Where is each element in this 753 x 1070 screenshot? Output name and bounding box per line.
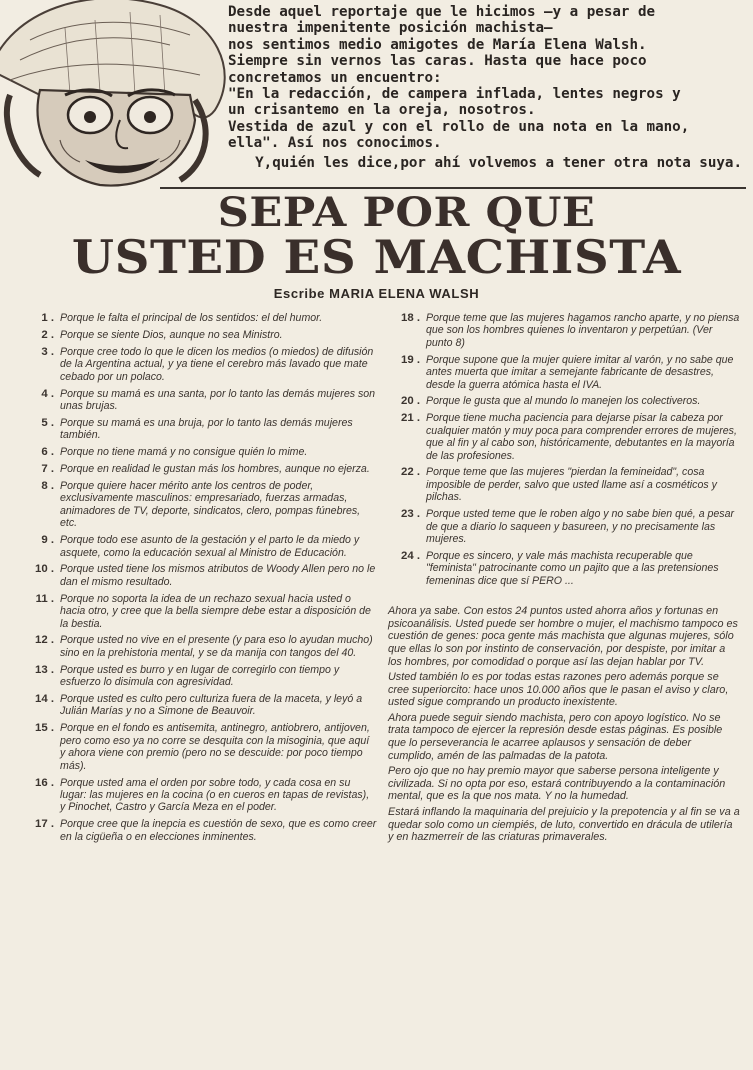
item-text: Porque usted es culto pero culturiza fuera de la maceta, y leyó a Julián Marías y no a Simone de Beauvoir. xyxy=(60,693,363,718)
item-text: Porque usted no vive en el presente (y para eso lo ayudan mucho) sino en la prehistoria mental, y se da manija con tangos del 40. xyxy=(60,634,373,659)
list-item xyxy=(22,346,377,383)
intro-line: un crisantemo en la oreja, nosotros. xyxy=(228,102,536,119)
item-number: 17 . xyxy=(35,818,54,831)
item-text: Porque se siente Dios, aunque no sea Ministro. xyxy=(60,328,283,341)
right-column xyxy=(388,312,740,847)
list-item xyxy=(388,312,740,349)
intro-line: concretamos un encuentro: xyxy=(228,69,442,86)
list-item xyxy=(388,354,740,391)
list-item xyxy=(22,329,377,341)
item-text: Porque todo ese asunto de la gestación y el parto le da miedo y asquete, como la educación sexual al Ministro de Educación. xyxy=(60,534,360,559)
item-number: 20 . xyxy=(401,395,420,408)
intro-text xyxy=(228,4,748,171)
list-item xyxy=(388,508,740,545)
item-text: Porque usted teme que le roben algo y no sabe bien qué, a pesar de que a diario lo saqueen y basureen, y no precisamente las mujeres. xyxy=(426,508,735,545)
list-item xyxy=(22,777,377,814)
item-number: 23 . xyxy=(401,508,420,521)
closing-paragraph: Usted también lo es por todas estas razones pero además porque se cree superiorcito: hace unos 10.000 años que le pasan el aviso y claro, usted sigue comprando un producto inexistente. xyxy=(388,671,729,709)
list-item xyxy=(22,463,377,475)
item-text: Porque teme que las mujeres hagamos rancho aparte, y no piensa que son los hombres quienes lo inventaron y perpetúan. (Ver punto 8) xyxy=(426,312,740,349)
item-number: 1 . xyxy=(41,312,54,324)
item-text: Porque en el fondo es antisemita, antinegro, antiobrero, antijoven, pero como eso ya no corre se desquita con la misoginia, que aquí y ahora viene con premio (pero no se descuide: por poco tiempo más). xyxy=(60,722,370,772)
list-item xyxy=(388,412,740,462)
item-number: 15 . xyxy=(35,722,54,735)
list-item xyxy=(388,466,740,503)
closing-paragraph: Estará inflando la maquinaria del prejuicio y la prepotencia y al fin se va a quedar solo como un ciempiés, de luto, convertido en drácula de utilería y en hazmerreír de las criaturas primaverales. xyxy=(388,806,740,844)
item-text: Porque le gusta que al mundo lo manejen los colectiveros. xyxy=(426,395,701,408)
list-item xyxy=(388,550,740,587)
item-number: 16 . xyxy=(35,776,54,789)
intro-line: Siempre sin vernos las caras. Hasta que hace poco xyxy=(228,53,647,70)
list-item xyxy=(22,417,377,442)
item-text: Porque usted es burro y en lugar de corregirlo con tiempo y esfuerzo lo disimula con agresividad. xyxy=(60,663,340,689)
intro-line: Desde aquel reportaje que le hicimos —y a pesar de xyxy=(228,4,656,20)
item-text: Porque cree que la inepcia es cuestión de sexo, que es como creer en la cigüeña o en elecciones inminentes. xyxy=(60,818,377,843)
closing-paragraph: Ahora puede seguir siendo machista, pero con apoyo logístico. No se trata tampoco de ejercer la represión desde estas páginas. Es posible que lo perseverancia le acarree aplausos y sensación de deber cumplido, amén de las palmadas de la patota. xyxy=(388,711,723,762)
list-item xyxy=(22,563,377,588)
item-number: 22 . xyxy=(401,466,420,479)
closing-paragraph: Pero ojo que no hay premio mayor que saberse persona inteligente y civilizada. Si no opta por eso, estará contribuyendo a la contaminación mental, que es la que nos mata. Y no la humedad. xyxy=(388,765,726,803)
item-number: 2 . xyxy=(41,328,54,341)
item-number: 12 . xyxy=(35,634,54,647)
item-number: 3 . xyxy=(41,345,54,358)
list-item xyxy=(22,312,377,324)
item-text: Porque usted ama el orden por sobre todo, y cada cosa en su lugar: las mujeres en la cocina (o en cueros en tapas de revistas), y Pinochet, Castro y García Meza en el poder. xyxy=(60,776,370,814)
list-item xyxy=(22,634,377,659)
item-text: Porque le falta el principal de los sentidos: el del humor. xyxy=(60,312,323,324)
intro-line: nos sentimos medio amigotes de María Elena Walsh. xyxy=(228,36,647,53)
item-text: Porque tiene mucha paciencia para dejarse pisar la cabeza por cualquier matón y muy poca para comprender errores de mujeres, que al fin y al cabo son, históricamente, debutantes en la mayoría de las profesiones. xyxy=(426,412,737,462)
item-text: Porque supone que la mujer quiere imitar al varón, y no sabe que antes muerta que imitar a semejante fabricante de desastres, desde la guerra atómica hasta el IVA. xyxy=(426,353,734,391)
item-text: Porque su mamá es una bruja, por lo tanto las demás mujeres también. xyxy=(60,416,353,442)
closing-text xyxy=(388,605,740,844)
item-number: 5 . xyxy=(41,416,54,429)
list-item xyxy=(22,446,377,458)
item-number: 4 . xyxy=(41,387,54,400)
item-text: Porque teme que las mujeres "pierdan la femineidad", cosa imposible de perder, salvo que usted llame así a cosméticos y pilchas. xyxy=(426,466,717,504)
item-number: 21 . xyxy=(401,412,420,425)
intro-line: Y,quién les dice,por ahí volvemos a tener otra nota suya. xyxy=(255,154,742,171)
right-items xyxy=(388,312,740,587)
headline-line-1: SEPA POR QUE xyxy=(217,189,596,236)
list-item xyxy=(22,388,377,413)
item-number: 19 . xyxy=(401,353,420,366)
left-column xyxy=(22,312,377,848)
item-text: Porque cree todo lo que le dicen los medios (o miedos) de difusión de la Argentina actual, y ya tiene el cerebro más lavado que mate cebado por un polaco. xyxy=(60,345,374,383)
list-item xyxy=(22,480,377,530)
closing-paragraph: Ahora ya sabe. Con estos 24 puntos usted ahorra años y fortunas en psicoanálisis. Usted puede ser hombre o mujer, el machismo tampoco es cuestión de genes: poca gente más machista que algunas mujeres, sólo que ellas lo son por instinto de conservación, por despiste, por imitar a los hombres, por comodidad o porque así las dejan hablar por TV. xyxy=(388,605,738,668)
caricature-illustration xyxy=(0,0,232,190)
list-item xyxy=(22,593,377,630)
list-item xyxy=(22,818,377,843)
list-item xyxy=(22,664,377,689)
item-text: Porque es sincero, y vale más machista recuperable que "feminista" patrocinante como un pajito que a las pretensiones femeninas dice que sí PERO ... xyxy=(426,549,719,587)
item-text: Porque en realidad le gustan más los hombres, aunque no ejerza. xyxy=(60,463,370,476)
item-number: 7 . xyxy=(41,463,54,476)
list-item xyxy=(388,395,740,407)
intro-line: nuestra impenitente posición machista— xyxy=(228,20,553,37)
headline xyxy=(0,189,753,284)
item-number: 18 . xyxy=(401,312,420,324)
item-text: Porque quiere hacer mérito ante los centros de poder, exclusivamente masculinos: empresariado, fuerzas armadas, animadores de TV, deporte, sindicatos, clero, pompas fúnebres, etc. xyxy=(60,479,361,530)
item-number: 8 . xyxy=(41,479,54,492)
item-number: 14 . xyxy=(35,693,54,706)
item-text: Porque no tiene mamá y no consigue quién lo mime. xyxy=(60,446,308,459)
intro-line: "En la redacción, de campera inflada, lentes negros y xyxy=(228,86,681,103)
list-item xyxy=(22,534,377,559)
intro-line: Vestida de azul y con el rollo de una nota en la mano, xyxy=(228,118,690,135)
byline: Escribe MARIA ELENA WALSH xyxy=(273,286,480,301)
intro-line: ella". Así nos conocimos. xyxy=(228,135,442,152)
item-number: 11 . xyxy=(35,592,54,605)
list-item xyxy=(22,693,377,718)
item-number: 24 . xyxy=(401,549,420,562)
item-text: Porque no soporta la idea de un rechazo sexual hacia usted o hacia otro, y cree que la bella siempre debe estar a disposición de la bestia. xyxy=(60,592,371,630)
headline-line-2: USTED ES MACHISTA xyxy=(71,230,682,284)
item-text: Porque usted tiene los mismos atributos de Woody Allen pero no le dan el mismo resultado. xyxy=(60,563,376,588)
item-number: 6 . xyxy=(41,446,54,459)
item-number: 10 . xyxy=(35,563,54,576)
item-number: 9 . xyxy=(41,534,54,547)
item-number: 13 . xyxy=(35,663,54,676)
list-item xyxy=(22,722,377,772)
item-text: Porque su mamá es una santa, por lo tanto las demás mujeres son unas brujas. xyxy=(60,387,376,412)
